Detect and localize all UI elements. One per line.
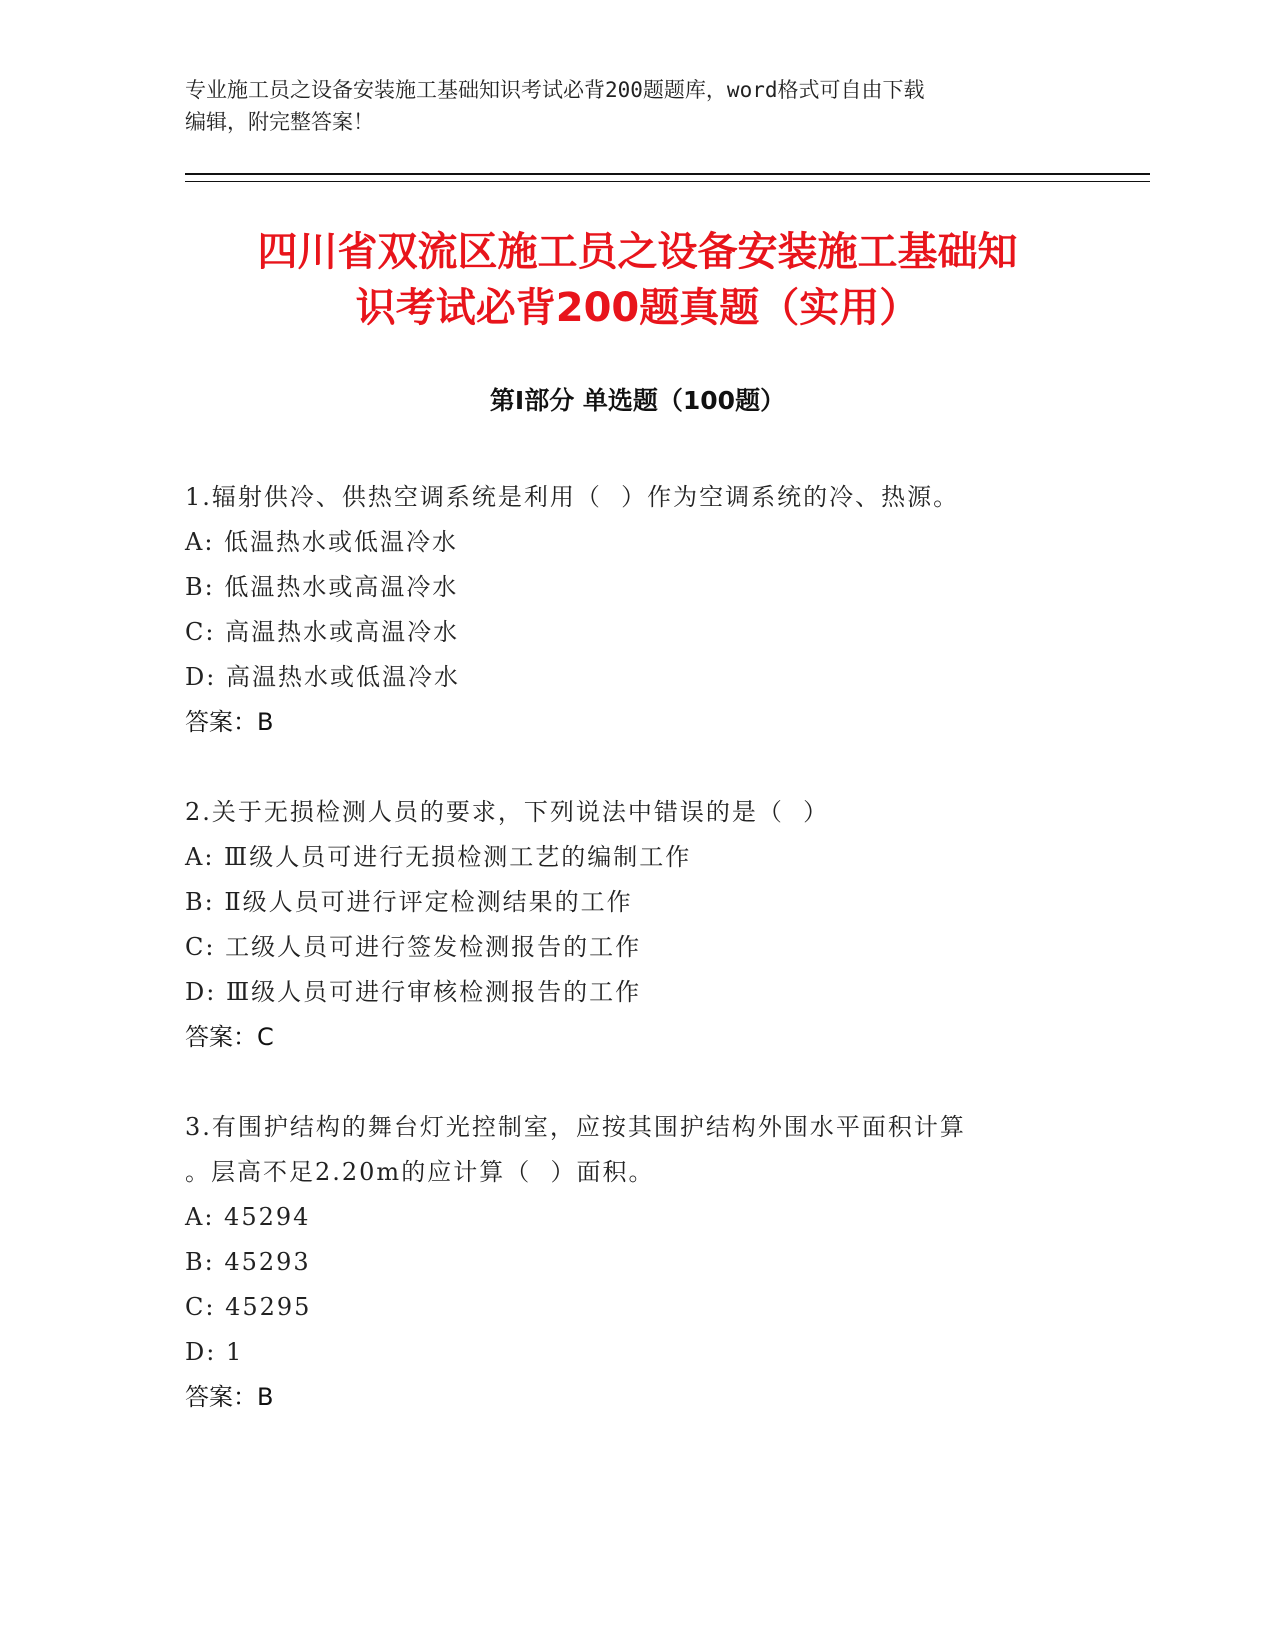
question-3-option-b: B: 45293: [185, 1248, 311, 1276]
question-2-option-d: D: Ⅲ级人员可进行审核检测报告的工作: [185, 978, 642, 1006]
question-1-option-d: D: 高温热水或低温冷水: [185, 663, 460, 691]
question-1-option-b: B: 低温热水或高温冷水: [185, 573, 459, 601]
question-3-answer: 答案：B: [185, 1383, 274, 1411]
question-2: [185, 790, 1085, 1060]
question-3-stem-line-2: 。层高不足2.20m的应计算（ ）面积。: [185, 1158, 655, 1186]
question-2-stem: 2.关于无损检测人员的要求，下列说法中错误的是（ ）: [185, 798, 830, 826]
header-divider-thin: [185, 181, 1150, 182]
header-note-line-1: 专业施工员之设备安装施工基础知识考试必背200题题库，word格式可自由下载: [185, 78, 925, 102]
question-1: [185, 475, 1085, 745]
header-note: [185, 74, 1085, 138]
question-2-answer: 答案：C: [185, 1023, 274, 1051]
question-3: [185, 1105, 1085, 1420]
question-2-option-b: B: Ⅱ级人员可进行评定检测结果的工作: [185, 888, 633, 916]
section-heading: 第Ⅰ部分 单选题（100题）: [489, 386, 786, 415]
document-title: [150, 224, 1125, 336]
question-1-option-a: A: 低温热水或低温冷水: [185, 528, 459, 556]
document-title-line-1: 四川省双流区施工员之设备安装施工基础知: [257, 229, 1018, 275]
header-divider-thick: [185, 173, 1150, 175]
question-spacer: [185, 1060, 1085, 1105]
question-list: [185, 475, 1085, 1420]
question-1-answer: 答案：B: [185, 708, 274, 736]
question-2-option-c: C: 工级人员可进行签发检测报告的工作: [185, 933, 642, 961]
document-title-line-2: 识考试必背200题真题（实用）: [355, 285, 920, 331]
question-3-option-d: D: 1: [185, 1338, 244, 1366]
question-1-stem: 1.辐射供冷、供热空调系统是利用（ ）作为空调系统的冷、热源。: [185, 483, 960, 511]
question-3-option-c: C: 45295: [185, 1293, 312, 1321]
question-1-option-c: C: 高温热水或高温冷水: [185, 618, 460, 646]
question-2-option-a: A: Ⅲ级人员可进行无损检测工艺的编制工作: [185, 843, 692, 871]
header-note-line-2: 编辑，附完整答案！: [185, 110, 374, 134]
question-3-option-a: A: 45294: [185, 1203, 311, 1231]
question-spacer: [185, 745, 1085, 790]
question-3-stem-line-1: 3.有围护结构的舞台灯光控制室，应按其围护结构外围水平面积计算: [185, 1113, 966, 1141]
